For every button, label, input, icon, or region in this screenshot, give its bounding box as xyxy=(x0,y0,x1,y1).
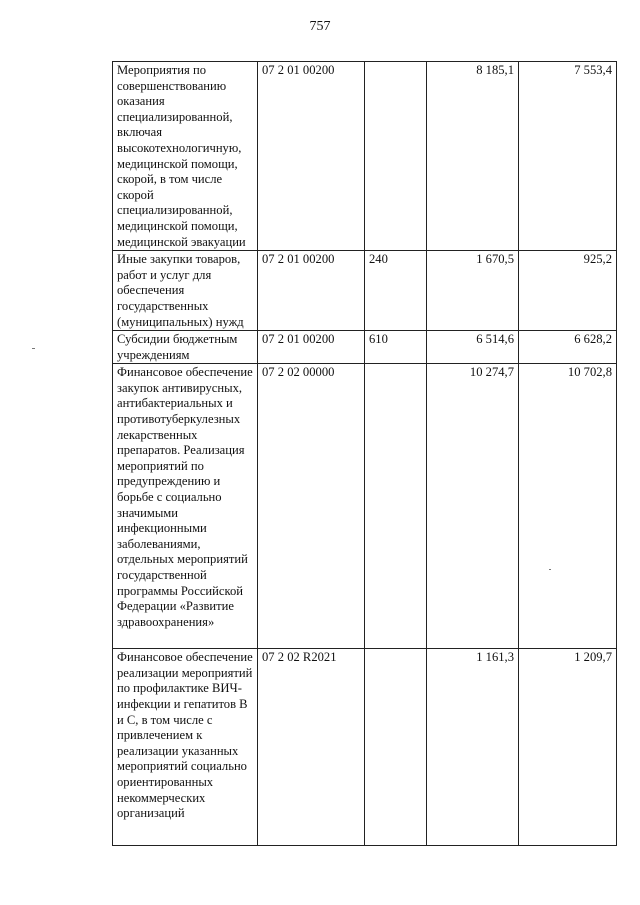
table-row xyxy=(113,62,617,251)
table-row xyxy=(113,649,617,846)
row-type-cell: 240 xyxy=(365,251,427,331)
row-name-cell: Финансовое обеспечение реализации мероприятий по профилактике ВИЧ-инфекции и гепатитов В и С, в том числе с привлечением к реализации указанных мероприятий социально ориентированных некоммерческих организаций xyxy=(113,649,258,846)
row-value-1-cell: 1 161,3 xyxy=(427,649,519,846)
row-code-cell: 07 2 01 00200 xyxy=(258,331,365,364)
row-value-1-cell: 10 274,7 xyxy=(427,364,519,649)
row-value-2-cell: 6 628,2 xyxy=(519,331,617,364)
row-name-cell: Иные закупки товаров, работ и услуг для обеспечения государственных (муниципальных) нужд xyxy=(113,251,258,331)
row-code-cell: 07 2 02 00000 xyxy=(258,364,365,649)
row-value-1-cell: 6 514,6 xyxy=(427,331,519,364)
row-type-cell: 610 xyxy=(365,331,427,364)
row-name-cell: Субсидии бюджетным учреждениям xyxy=(113,331,258,364)
scan-speck xyxy=(32,348,35,349)
row-type-cell xyxy=(365,364,427,649)
row-code-cell: 07 2 02 R2021 xyxy=(258,649,365,846)
row-name-cell: Мероприятия по совершенствованию оказания специализированной, включая высокотехнологичную, медицинской помощи, скорой, в том числе скорой специализированной, медицинской помощи, медицинской эвакуации xyxy=(113,62,258,251)
page-number: 757 xyxy=(309,19,331,34)
table-row xyxy=(113,331,617,364)
table-row xyxy=(113,364,617,649)
row-value-1-cell: 1 670,5 xyxy=(427,251,519,331)
table-row xyxy=(113,251,617,331)
row-type-cell xyxy=(365,62,427,251)
row-value-2-cell: 1 209,7 xyxy=(519,649,617,846)
budget-table xyxy=(112,61,617,846)
row-value-2-cell: 10 702,8 xyxy=(519,364,617,649)
row-value-1-cell: 8 185,1 xyxy=(427,62,519,251)
row-value-2-cell: 925,2 xyxy=(519,251,617,331)
row-code-cell: 07 2 01 00200 xyxy=(258,62,365,251)
row-code-cell: 07 2 01 00200 xyxy=(258,251,365,331)
row-type-cell xyxy=(365,649,427,846)
row-name-cell: Финансовое обеспечение закупок антивирусных, антибактериальных и противотуберкулезных лекарственных препаратов. Реализация мероприятий по предупреждению и борьбе с социально значимыми инфекционными заболеваниями, отдельных мероприятий государственной программы Российской Федерации «Развитие здравоохранения» xyxy=(113,364,258,649)
scan-speck xyxy=(549,569,551,570)
row-value-2-cell: 7 553,4 xyxy=(519,62,617,251)
